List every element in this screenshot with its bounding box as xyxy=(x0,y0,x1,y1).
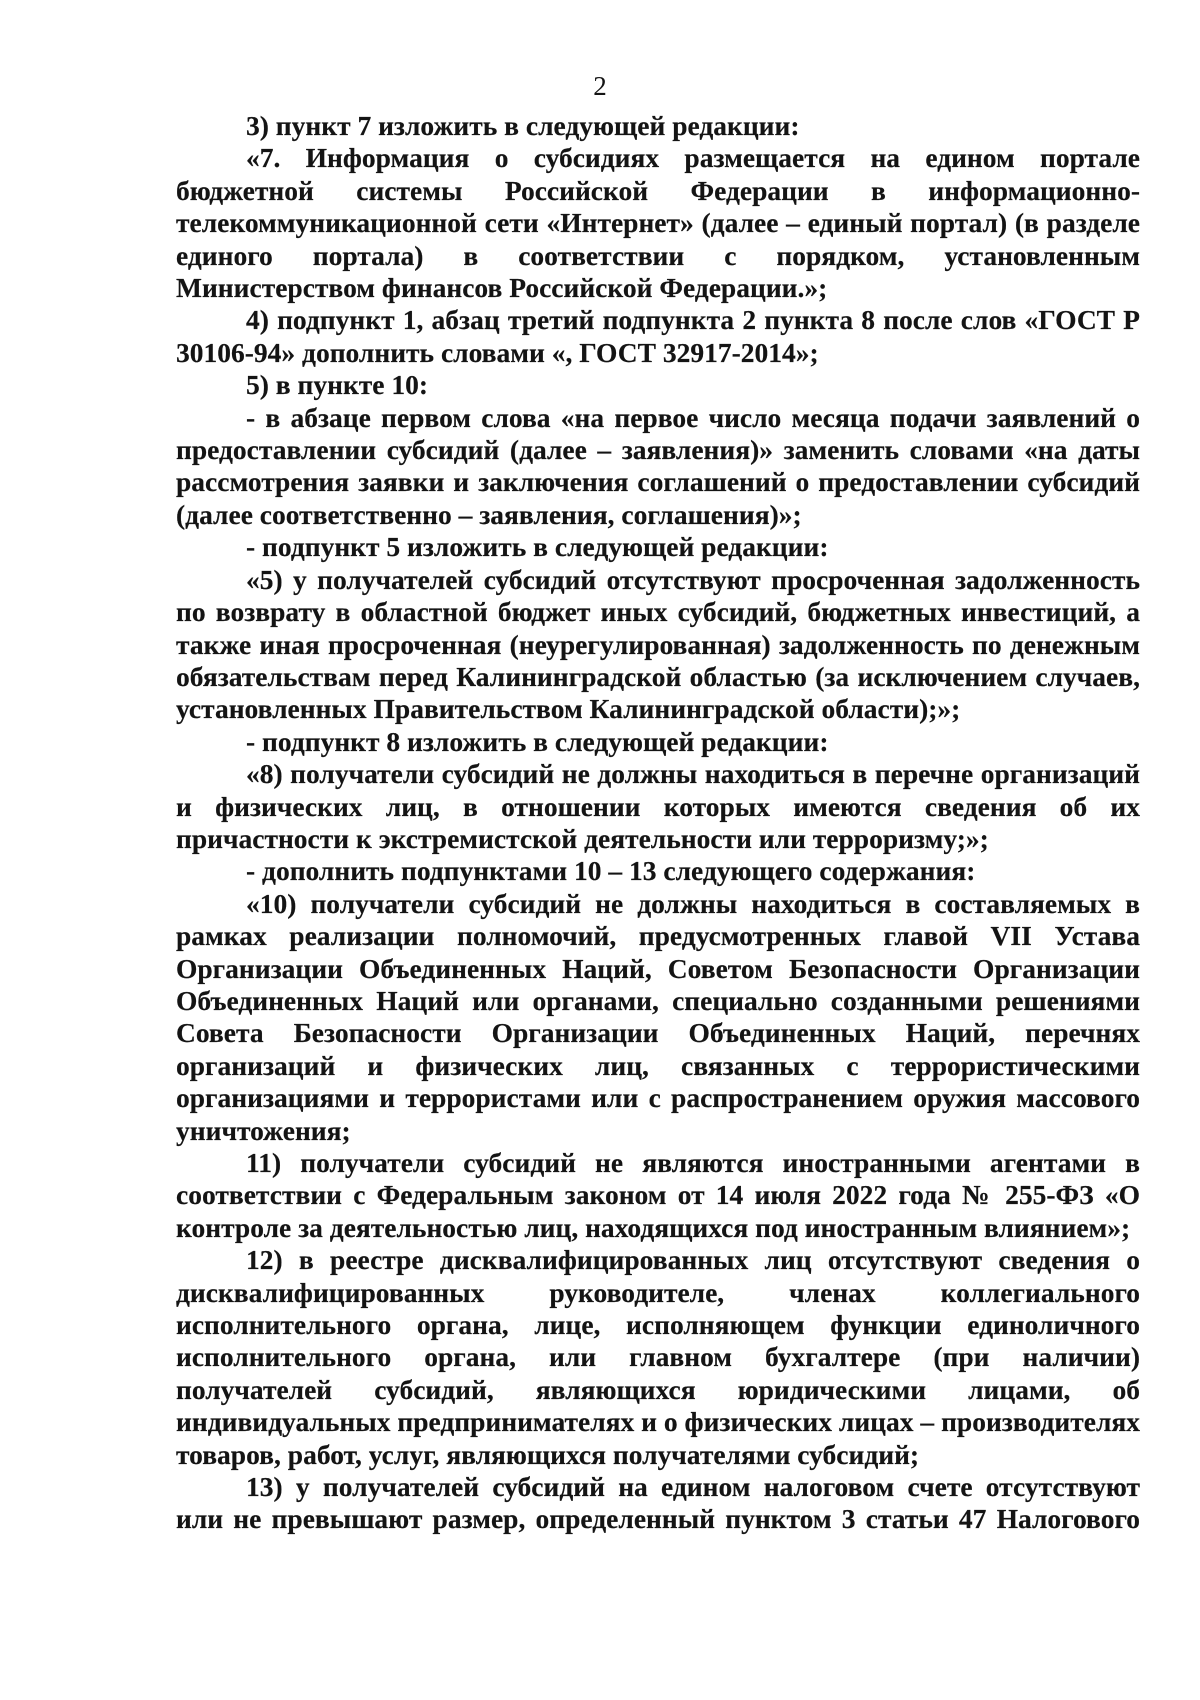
paragraph-item-5: 5) в пункте 10: xyxy=(246,369,429,401)
paragraph-subitem-10: «10) получатели субсидий не должны находиться в составляемых в рамках реализации полномочий, предусмотренных главой VII Устава Организации Объединенных Наций, Советом Безопасности Организации Объединенных Наций или органами, специально созданными решениями Совета Безопасности Организации Объединенных Наций, перечнях организаций и физических лиц, связанных с террористическими организациями и террористами или с распространением оружия массового уничтожения; xyxy=(176,887,1140,1146)
paragraph-subitem-13: 13) у получателей субсидий на едином налоговом счете отсутствуют или не превышают размер, определенный пунктом 3 статьи 47 Налогового xyxy=(176,1471,1140,1535)
document-body xyxy=(176,110,1140,1536)
paragraph-item-7-text: «7. Информация о субсидиях размещается на едином портале бюджетной системы Российской Федерации в информационно-телекоммуникационной сети «Интернет» (далее – единый портал) (в разделе единого портала) в соответствии с порядком, установленным Министерством финансов Российской Федерации.»; xyxy=(176,142,1140,304)
page-number: 2 xyxy=(593,71,607,101)
paragraph-subitems-10-13-intro: - дополнить подпунктами 10 – 13 следующего содержания: xyxy=(246,855,976,887)
paragraph-subitem-5-intro: - подпункт 5 изложить в следующей редакции: xyxy=(246,531,829,563)
paragraph-item-5-first-abzac: - в абзаце первом слова «на первое число месяца подачи заявлений о предоставлении субсидий (далее – заявления)» заменить словами «на даты рассмотрения заявки и заключения соглашений о предоставлении субсидий (далее соответственно – заявления, соглашения)»; xyxy=(176,401,1140,530)
paragraph-item-4: 4) подпункт 1, абзац третий подпункта 2 пункта 8 после слов «ГОСТ Р 30106-94» дополнить словами «, ГОСТ 32917-2014»; xyxy=(176,304,1140,368)
paragraph-item-3: 3) пункт 7 изложить в следующей редакции: xyxy=(246,110,800,141)
paragraph-subitem-8-text: «8) получатели субсидий не должны находиться в перечне организаций и физических лиц, в отношении которых имеются сведения об их причастности к экстремистской деятельности или терроризму;»; xyxy=(176,758,1140,854)
paragraph-subitem-5-text: «5) у получателей субсидий отсутствуют просроченная задолженность по возврату в областной бюджет иных субсидий, бюджетных инвестиций, а также иная просроченная (неурегулированная) задолженность по денежным обязательствам перед Калининградской областью (за исключением случаев, установленных Правительством Калининградской области);»; xyxy=(176,563,1140,725)
paragraph-subitem-12: 12) в реестре дисквалифицированных лиц отсутствуют сведения о дисквалифицированных руководителе, членах коллегиального исполнительного органа, лице, исполняющем функции единоличного исполнительного органа, или главном бухгалтере (при наличии) получателей субсидий, являющихся юридическими лицами, об индивидуальных предпринимателях и о физических лицах – производителях товаров, работ, услуг, являющихся получателями субсидий; xyxy=(176,1244,1140,1470)
paragraph-subitem-8-intro: - подпункт 8 изложить в следующей редакции: xyxy=(246,725,829,757)
paragraph-subitem-11: 11) получатели субсидий не являются иностранными агентами в соответствии с Федеральным законом от 14 июля 2022 года № 255-ФЗ «О контроле за деятельностью лиц, находящихся под иностранным влиянием»; xyxy=(176,1147,1140,1243)
